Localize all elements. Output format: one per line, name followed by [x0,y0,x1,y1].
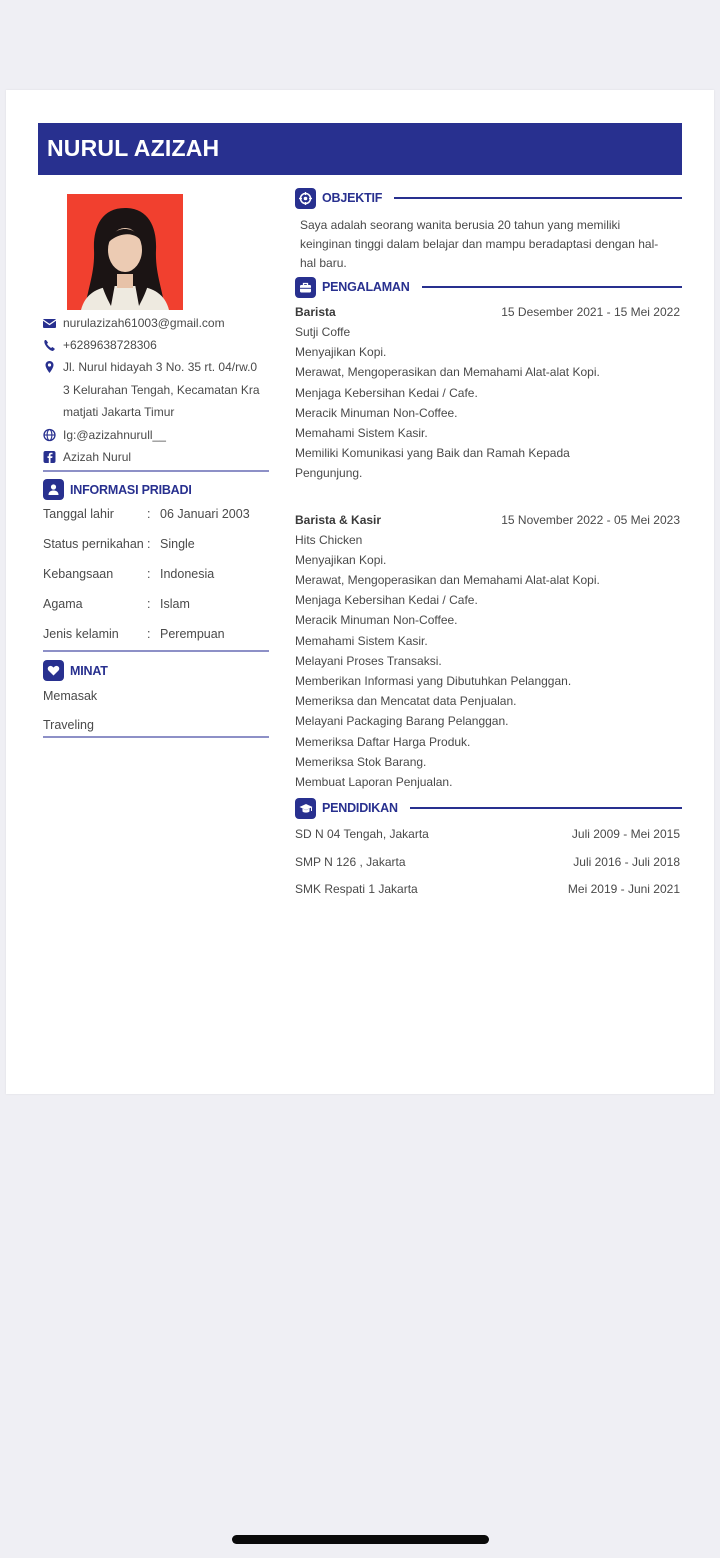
section-header-personal: INFORMASI PRIBADI [43,479,269,501]
facebook-icon [43,446,63,468]
heart-icon [43,660,64,681]
info-row: Status pernikahan : Single [43,536,195,551]
info-row: Jenis kelamin : Perempuan [43,626,225,641]
contact-facebook[interactable]: Azizah Nurul [43,446,269,468]
cv-page [6,90,714,1094]
contact-email[interactable]: nurulazizah61003@gmail.com [43,312,269,334]
section-header-education: PENDIDIKAN [295,797,682,819]
section-rule [410,807,682,809]
section-header-interests: MINAT [43,660,269,682]
section-rule [394,197,682,199]
envelope-icon [43,312,63,334]
person-icon [43,479,64,500]
job-entry: Barista 15 Desember 2021 - 15 Mei 2022 Sutji Coffe Menyajikan Kopi. Merawat, Mengoperasikan dan Memahami Alat-alat Kopi. Menjaga Kebersihan Kedai / Cafe. Meracik Minuman Non-Coffee. Memahami Sistem Kasir. Memiliki Komunikasi yang Baik dan Ramah Kepada Pengunjung. [295,302,682,484]
right-column [295,187,682,907]
info-row: Agama : Islam [43,596,190,611]
left-column [43,312,269,738]
name-banner: NURUL AZIZAH [38,123,682,175]
divider [43,470,269,472]
info-row: Kebangsaan : Indonesia [43,566,215,581]
contact-instagram[interactable]: Ig:@azizahnurull__ [43,424,269,446]
contact-address [43,356,269,424]
section-header-objective: OBJEKTIF [295,187,682,209]
list-item: Traveling [43,717,94,732]
profile-photo [67,194,183,310]
briefcase-icon [295,277,316,298]
job-header: Barista 15 Desember 2021 - 15 Mei 2022 [295,305,680,319]
contact-phone[interactable]: +6289638728306 [43,334,269,356]
education-row: SMK Respati 1 Jakarta Mei 2019 - Juni 2021 [295,882,680,897]
info-row: Tanggal lahir : 06 Januari 2003 [43,506,250,521]
graduation-cap-icon [295,798,316,819]
phone-icon [43,334,63,356]
divider [43,650,269,652]
divider [43,736,269,738]
address-text: Jl. Nurul hidayah 3 No. 35 rt. 04/rw.0 3 Kelurahan Tengah, Kecamatan Kra matjati Jakarta Timur [63,360,260,419]
section-rule [422,286,682,288]
list-item: Memasak [43,688,98,703]
job-header: Barista & Kasir 15 November 2022 - 05 Mei 2023 [295,512,680,527]
home-indicator[interactable] [232,1535,489,1544]
globe-icon [43,424,63,446]
location-pin-icon [43,356,63,378]
education-row: SMP N 126 , Jakarta Juli 2016 - Juli 2018 [295,854,680,869]
section-header-experience: PENGALAMAN [295,276,682,298]
job-entry: Barista & Kasir 15 November 2022 - 05 Mei 2023 Hits Chicken Menyajikan Kopi. Merawat, Mengoperasikan dan Memahami Alat-alat Kopi. Menjaga Kebersihan Kedai / Cafe. Meracik Minuman Non-Coffee. Memahami Sistem Kasir. Melayani Proses Transaksi. Memberikan Informasi yang Dibutuhkan Pelanggan. Memeriksa dan Mencatat data Penjualan. Melayani Packaging Barang Pelanggan. Memeriksa Daftar Harga Produk. Memeriksa Stok Barang. Membuat Laporan Penjualan. [295,510,682,793]
education-row: SD N 04 Tengah, Jakarta Juli 2009 - Mei 2015 [295,827,680,842]
objective-text: Saya adalah seorang wanita berusia 20 tahun yang memiliki keinginan tinggi dalam belajar dan mampu beradaptasi dengan hal- hal baru. [300,218,659,270]
target-icon [295,188,316,209]
